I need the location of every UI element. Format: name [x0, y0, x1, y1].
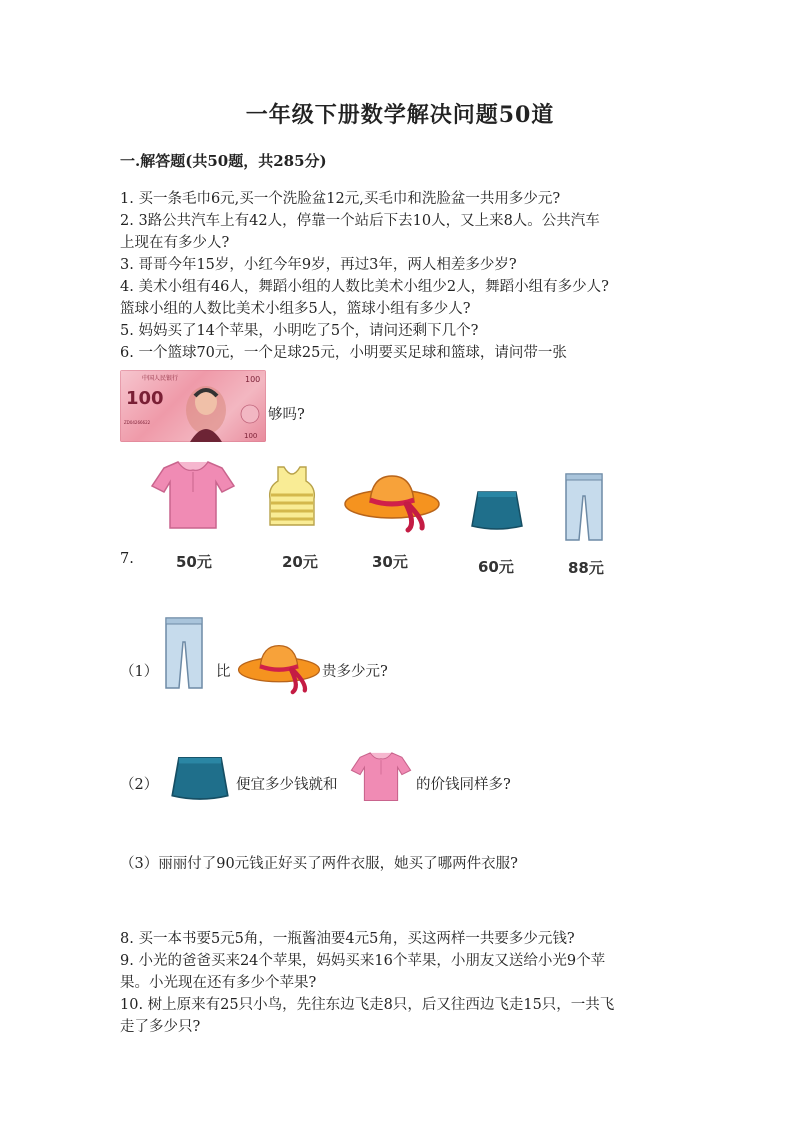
shirt-image: [150, 458, 236, 534]
hat-image: [342, 470, 442, 538]
subquestion-2-number: （2）: [120, 777, 159, 793]
subquestion-2-ask: 的价钱同样多?: [416, 777, 511, 793]
subquestion-3: （3）丽丽付了90元钱正好买了两件衣服，她买了哪两件衣服?: [120, 856, 518, 872]
question-4-line-2: 篮球小组的人数比美术小组多5人，篮球小组有多少人?: [120, 301, 471, 317]
price-skirt: 60元: [478, 558, 514, 576]
question-3: 3. 哥哥今年15岁，小红今年9岁，再过3年，两人相差多少岁?: [120, 257, 517, 273]
question-4-line-1: 4. 美术小组有46人，舞蹈小组的人数比美术小组少2人，舞蹈小组有多少人?: [120, 279, 609, 295]
shirt-image-small: [350, 750, 412, 806]
pants-image: [562, 472, 606, 546]
skirt-image-small: [170, 755, 230, 807]
subquestion-1-ask: 贵多少元?: [322, 664, 388, 680]
section-heading: 一.解答题(共50题，共285分): [120, 152, 327, 170]
banknote-value-small: 100: [245, 375, 261, 384]
question-9-line-1: 9. 小光的爸爸买来24个苹果，妈妈买来16个苹果，小朋友又送给小光9个苹: [120, 953, 606, 969]
question-6-tail: 够吗?: [268, 407, 305, 423]
price-shirt: 50元: [176, 553, 212, 571]
banknote-serial: ZD04266622: [124, 420, 151, 425]
pants-image-small: [162, 616, 206, 694]
question-7-number: 7.: [120, 551, 134, 567]
price-pants: 88元: [568, 559, 604, 577]
banknote-value: 100: [126, 388, 164, 409]
subquestion-2-cheaper: 便宜多少钱就和: [236, 777, 338, 793]
banknote-value-corner: 100: [244, 432, 258, 440]
question-2-line-1: 2. 3路公共汽车上有42人，停靠一个站后下去10人，又上来8人。公共汽车: [120, 213, 600, 229]
hat-image-small: [236, 640, 322, 700]
banknote-header: 中国人民银行: [142, 375, 179, 382]
question-10-line-1: 10. 树上原来有25只小鸟，先往东边飞走8只，后又往西边飞走15只，一共飞: [120, 997, 615, 1013]
price-hat: 30元: [372, 553, 408, 571]
question-5: 5. 妈妈买了14个苹果，小明吃了5个，请问还剩下几个?: [120, 323, 479, 339]
question-6: 6. 一个篮球70元，一个足球25元，小明要买足球和篮球，请问带一张: [120, 345, 567, 361]
vest-image: [266, 465, 318, 531]
skirt-image: [470, 490, 524, 536]
question-2-line-2: 上现在有多少人?: [120, 235, 230, 251]
question-10-line-2: 走了多少只?: [120, 1019, 201, 1035]
page-title: 一年级下册数学解决问题50道: [245, 102, 555, 128]
subquestion-1-number: （1）: [120, 664, 159, 680]
question-8: 8. 买一本书要5元5角，一瓶酱油要4元5角，买这两样一共要多少元钱?: [120, 931, 575, 947]
question-1: 1. 买一条毛巾6元,买一个洗脸盆12元,买毛巾和洗脸盆一共用多少元?: [120, 191, 561, 207]
question-9-line-2: 果。小光现在还有多少个苹果?: [120, 975, 317, 991]
subquestion-1-compare: 比: [216, 664, 231, 680]
price-vest: 20元: [282, 553, 318, 571]
banknote-100-image: [120, 370, 266, 442]
